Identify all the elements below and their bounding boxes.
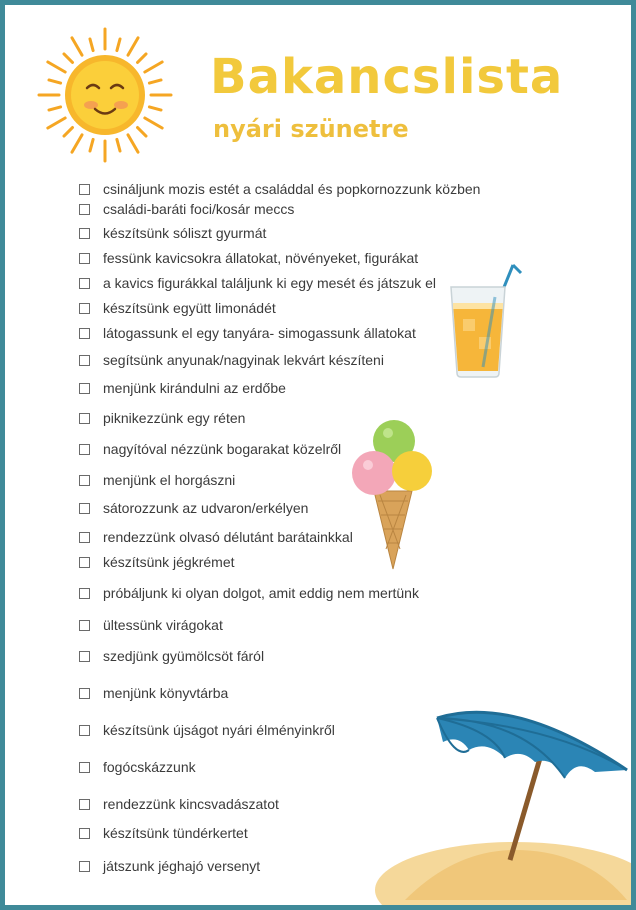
checklist-item-label: a kavics figurákkal találjunk ki egy mesét és játszuk el [103,275,437,291]
checkbox[interactable] [79,328,90,339]
checklist-item [79,859,260,873]
page-subtitle: nyári szünetre [213,115,409,143]
checklist-item [79,251,418,265]
beach-umbrella-icon [365,700,636,910]
checklist-item [79,501,308,515]
checklist-item-label: látogassunk el egy tanyára- simogassunk állatokat [103,325,416,341]
checkbox[interactable] [79,503,90,514]
checkbox[interactable] [79,204,90,215]
checkbox[interactable] [79,651,90,662]
checkbox[interactable] [79,762,90,773]
ice-cream-cone-icon [350,419,436,575]
checkbox[interactable] [79,557,90,568]
checkbox[interactable] [79,413,90,424]
checklist-item-label: készítsünk együtt limonádét [103,300,276,316]
checklist-item-label: piknikezzünk egy réten [103,410,246,426]
checkbox[interactable] [79,383,90,394]
checklist-item [79,473,235,487]
checklist-item-label: rendezzünk olvasó délutánt barátainkkal [103,529,353,545]
checklist-item [79,686,228,700]
checklist-item-label: szedjünk gyümölcsöt fáról [103,648,265,664]
checkbox[interactable] [79,688,90,699]
checklist-item-label: rendezzünk kincsvadászatot [103,796,279,812]
checklist-item-label: segítsünk anyunak/nagyinak lekvárt készíteni [103,352,384,368]
checkbox[interactable] [79,828,90,839]
checklist-item-label: fessünk kavicsokra állatokat, növényeket, figurákat [103,250,419,266]
checklist-item-label: menjünk el horgászni [103,472,236,488]
checklist-item [79,411,245,425]
checklist-item [79,530,353,544]
checklist-item-label: játszunk jéghajó versenyt [103,858,261,874]
checkbox[interactable] [79,588,90,599]
checklist-item-label: ültessünk virágokat [103,617,223,633]
checkbox[interactable] [79,355,90,366]
checklist-item-label: családi-baráti foci/kosár meccs [103,201,295,217]
checkbox[interactable] [79,184,90,195]
sun-icon [35,25,175,165]
checklist-item [79,649,264,663]
checkbox[interactable] [79,444,90,455]
checklist-item [79,182,480,196]
checklist-item [79,555,235,569]
checklist-item [79,326,416,340]
checklist-item [79,276,436,290]
checklist-item-label: menjünk kirándulni az erdőbe [103,380,286,396]
checklist-item [79,301,276,315]
checklist-item [79,618,223,632]
checklist-item-label: menjünk könyvtárba [103,685,229,701]
page-title: Bakancslista [210,49,564,105]
checklist-item-label: készítsünk sóliszt gyurmát [103,225,267,241]
checkbox[interactable] [79,620,90,631]
checklist-item [79,353,384,367]
checklist-item-label: sátorozzunk az udvaron/erkélyen [103,500,309,516]
lemonade-glass-icon [443,257,523,381]
checkbox[interactable] [79,532,90,543]
checklist-item [79,381,286,395]
checklist-item-label: fogócskázzunk [103,759,196,775]
checkbox[interactable] [79,303,90,314]
checkbox[interactable] [79,278,90,289]
checklist-item [79,226,266,240]
checklist-item-label: próbáljunk ki olyan dolgot, amit eddig nem mertünk [103,585,419,601]
checkbox[interactable] [79,725,90,736]
checklist-item-label: készítsünk jégkrémet [103,554,235,570]
checklist-item [79,797,279,811]
checklist-item [79,442,341,456]
checklist-item [79,723,335,737]
checkbox[interactable] [79,253,90,264]
checklist-item-label: nagyítóval nézzünk bogarakat közelről [103,441,342,457]
checklist-item [79,586,419,600]
checkbox[interactable] [79,475,90,486]
checklist-item [79,826,248,840]
checklist-item-label: készítsünk újságot nyári élményinkről [103,722,335,738]
checklist-item-label: csináljunk mozis estét a családdal és popkornozzunk közben [103,181,481,197]
checkbox[interactable] [79,861,90,872]
checkbox[interactable] [79,228,90,239]
checklist-item [79,202,294,216]
checkbox[interactable] [79,799,90,810]
checklist-item-label: készítsünk tündérkertet [103,825,248,841]
checklist-item [79,760,196,774]
